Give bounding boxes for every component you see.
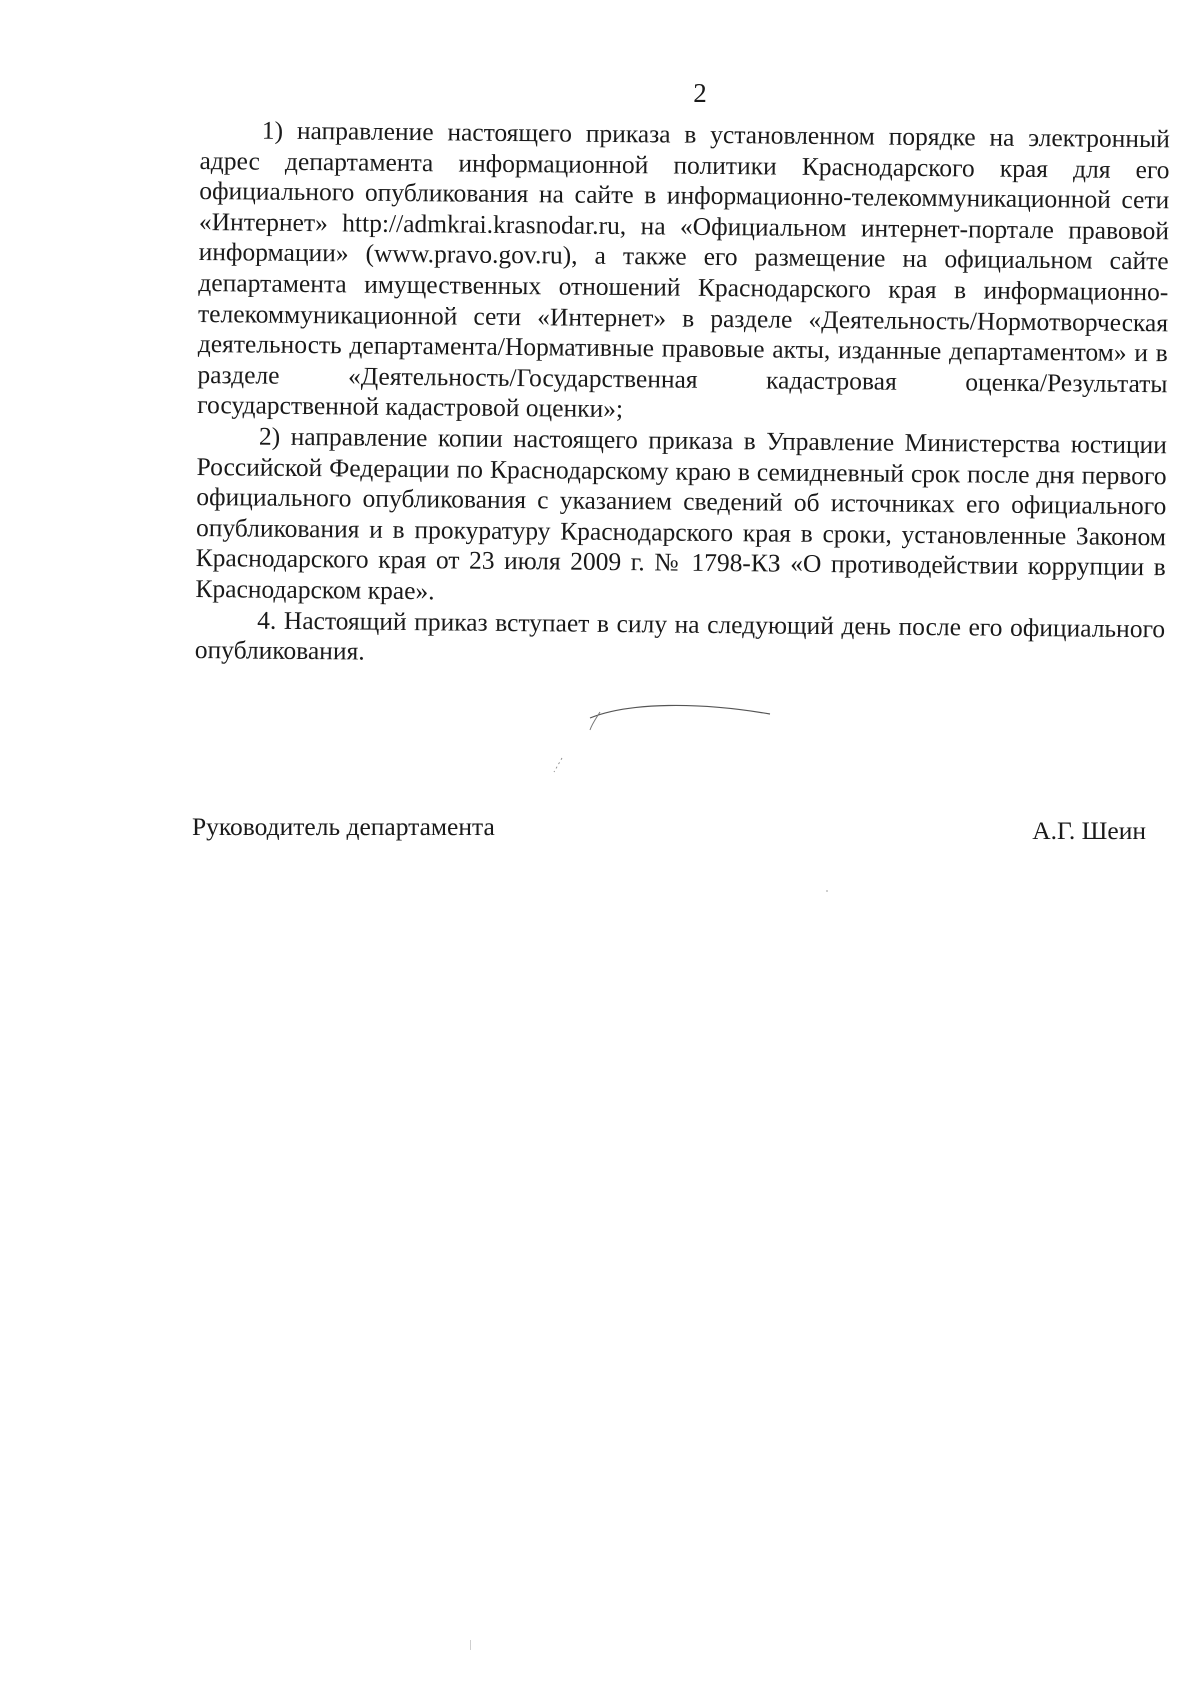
handwritten-signature <box>530 700 790 820</box>
paragraph-item-2: 2) направление копии настоящего приказа в Управление Министерства юстиции Российской Федерации по Краснодарскому краю в семидневный срок после дня первого официального опубликования с указанием сведений об источниках его официального опубликования и в прокуратуру Краснодарского края в сроки, установленные Законом Краснодарского края от 23 июля 2009 г. № 1798-КЗ «О противодействии коррупции в Краснодарском крае». <box>195 421 1168 606</box>
signer-name: А.Г. Шеин <box>1032 816 1146 845</box>
scan-artifact <box>470 1640 471 1650</box>
paragraph-clause-4: 4. Настоящий приказ вступает в силу на следующий день после его официального опубликования. <box>194 605 1166 666</box>
paragraph-item-1: 1) направление настоящего приказа в установленном порядке на электронный адрес департамента информационной политики Краснодарского края для его официального опубликования на сайте в информационно-телекоммуникационной сети «Интернет» http://admkrai.krasnodar.ru, на «Официальном интернет-портале правовой информации» (www.pravo.gov.ru), а также его размещение на официальном сайте департамента имущественных отношений Краснодарского края в информационно-телекоммуникационной сети «Интернет» в разделе «Деятельность/Нормотворческая деятельность департамента/Нормативные правовые акты, изданные департаментом» и в разделе «Деятельность/Государственная кадастровая оценка/Результаты государственной кадастровой оценки»; <box>197 115 1170 424</box>
document-body <box>195 115 1170 675</box>
scan-artifact <box>826 890 828 892</box>
signer-position: Руководитель департамента <box>192 812 495 841</box>
page-number: 2 <box>693 78 707 108</box>
